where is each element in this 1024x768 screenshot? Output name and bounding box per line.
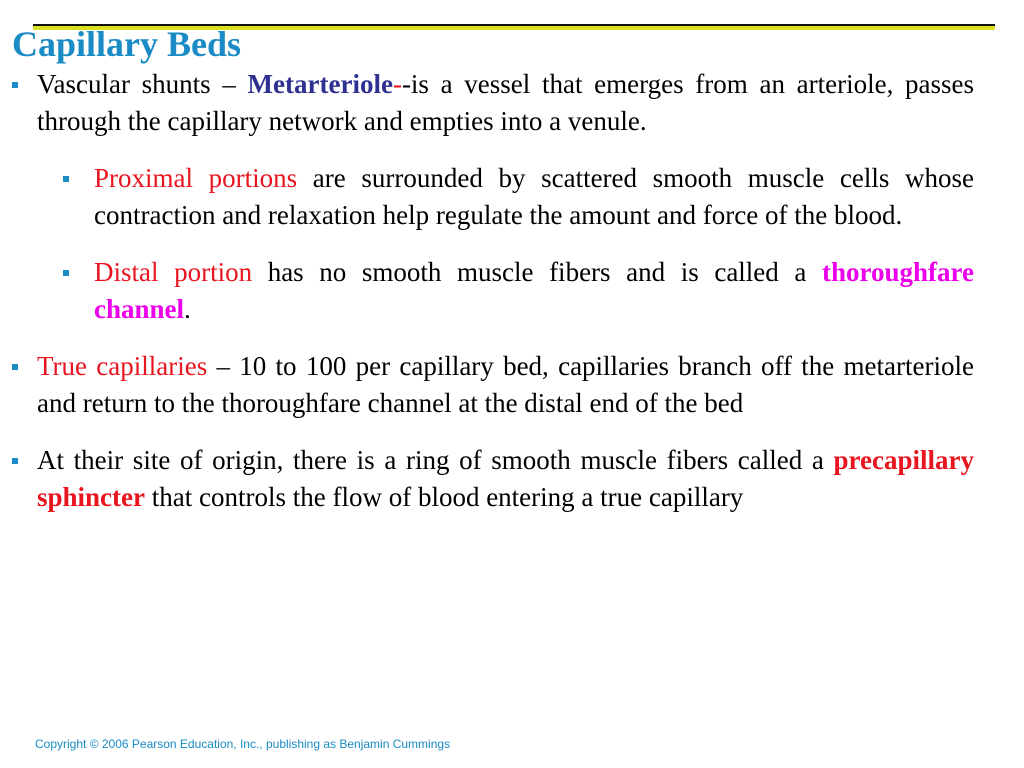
bullet-true-capillaries: [37, 348, 974, 422]
bullet-prefix: At their site of origin, there is a ring of smooth muscle fibers called a: [37, 445, 834, 475]
square-bullet-icon: [63, 176, 69, 182]
bullet-prefix: Vascular shunts –: [37, 69, 248, 99]
term-thoroughfare-channel: thoroughfare channel: [94, 257, 974, 324]
sub-bullet-distal-portion: [94, 254, 974, 328]
term-metarteriole: Metarteriole: [247, 69, 393, 99]
square-bullet-icon: [63, 270, 69, 276]
sub-bullet-proximal-portions: [94, 160, 974, 234]
bullet-text: – 10 to 100 per capillary bed, capillaries branch off the metarteriole and return to the thoroughfare channel at the distal end of the bed: [37, 351, 974, 418]
term-proximal-portions: Proximal portions: [94, 163, 298, 193]
copyright-footer: Copyright © 2006 Pearson Education, Inc., publishing as Benjamin Cummings: [35, 737, 451, 751]
slide-body: [0, 66, 1024, 516]
bullet-precapillary-sphincter: [37, 442, 974, 516]
square-bullet-icon: [12, 458, 18, 464]
sub-bullet-text: are surrounded by scattered smooth muscle cells whose contraction and relaxation help regulate the amount and force of the blood.: [94, 163, 975, 230]
sub-bullet-suffix: .: [184, 294, 191, 324]
term-true-capillaries: True capillaries: [37, 351, 208, 381]
bullet-text: that controls the flow of blood entering a true capillary: [145, 482, 744, 512]
bullet-text: -is a vessel that emerges from an arteriole, passes through the capillary network and empties into a venule.: [37, 69, 974, 136]
bullet-vascular-shunts: [37, 66, 974, 140]
square-bullet-icon: [12, 82, 18, 88]
term-precapillary-sphincter: precapillary sphincter: [37, 445, 974, 512]
slide-title: Capillary Beds: [12, 24, 242, 64]
red-dash: -: [392, 69, 402, 99]
sub-bullet-text: has no smooth muscle fibers and is called a: [252, 257, 822, 287]
term-distal-portion: Distal portion: [94, 257, 253, 287]
square-bullet-icon: [12, 364, 18, 370]
